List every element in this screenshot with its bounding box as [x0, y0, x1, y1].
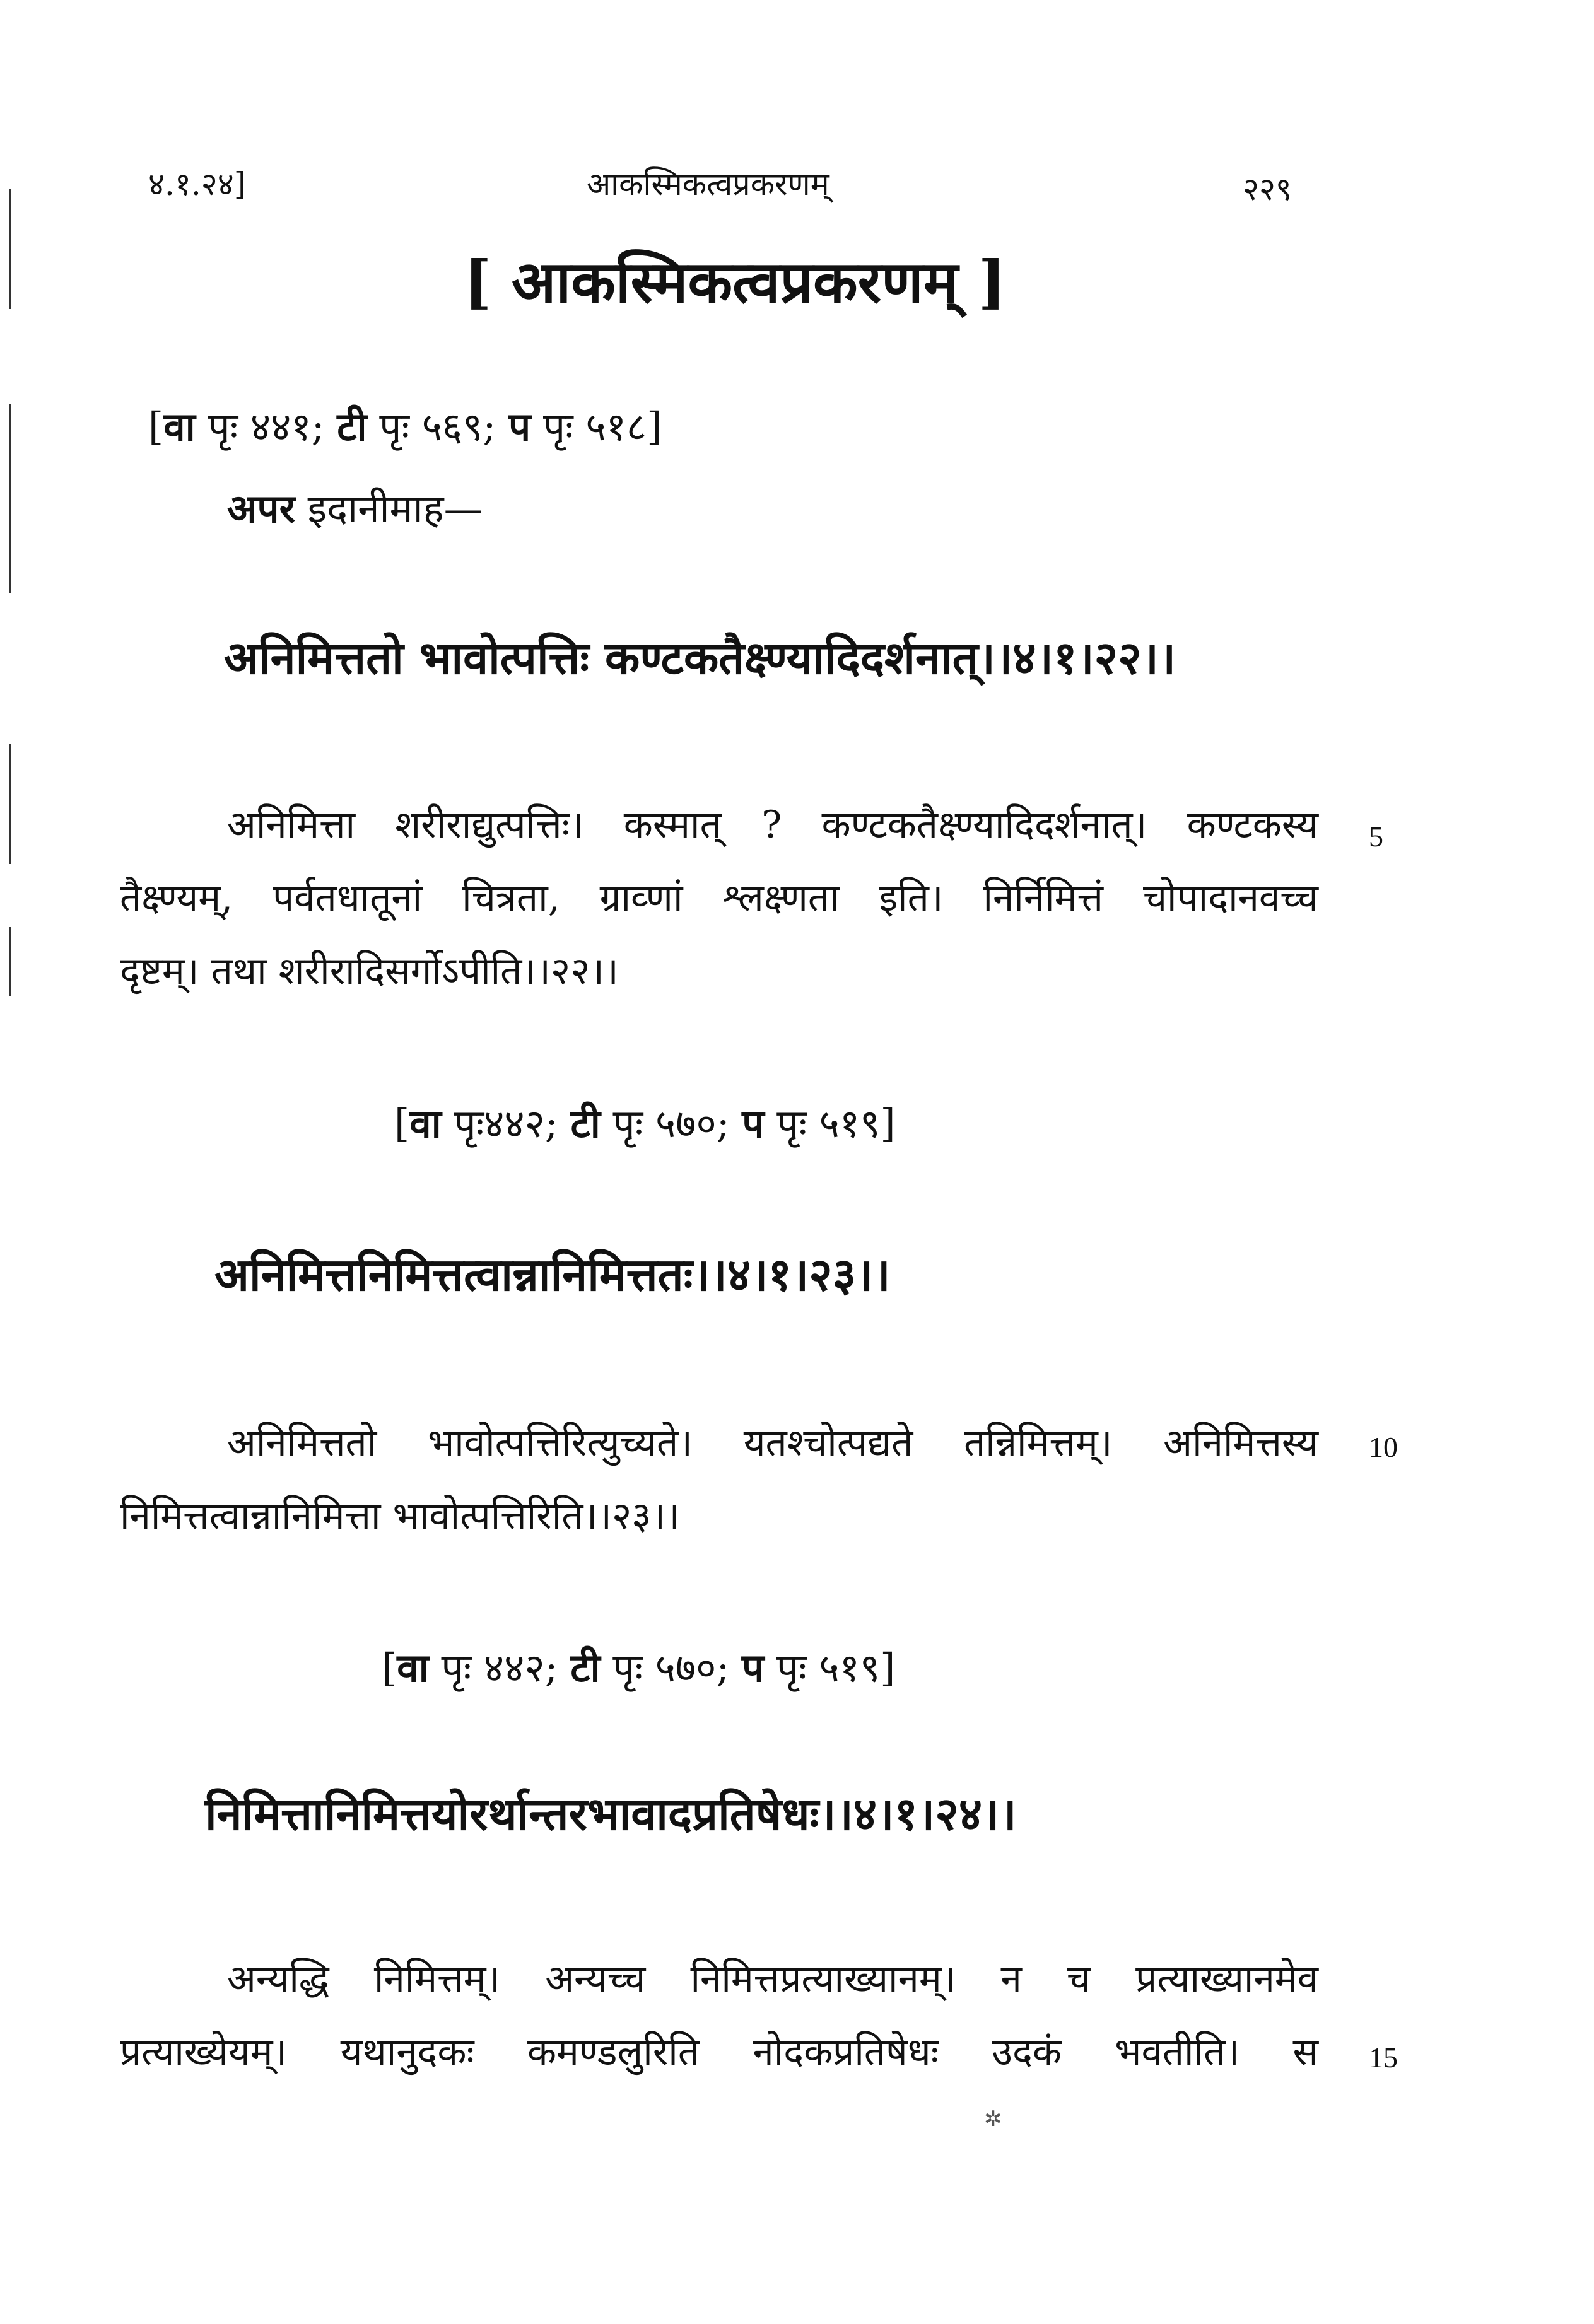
sutra-heading: अनिमित्ततो भावोत्पत्तिः कण्टकतैक्ष्ण्यादिदर्शनात्।।४।१।२२।। [224, 631, 1176, 684]
ref-ti-page: पृः ५७०; [600, 1101, 742, 1147]
ref-ti-page: पृः ५७०; [600, 1645, 742, 1691]
ref-pa-page: पृः ५१९] [764, 1101, 896, 1147]
binding-edge-line [9, 404, 11, 593]
commentary-paragraph [120, 788, 1318, 1008]
header-running-title: आकस्मिकत्वप्रकरणम् [587, 166, 829, 202]
page-reference: [वा पृः४४२; टी पृः ५७०; प पृः ५१९] [394, 1101, 896, 1147]
sutra-heading: निमित्तानिमित्तयोरर्थान्तरभावादप्रतिषेधः।।४।१।२४।। [205, 1787, 1017, 1840]
ref-pa-page: पृः ५१९] [764, 1645, 896, 1691]
ref-ti: टी [337, 404, 367, 450]
ref-pa-page: पृः ५१८] [530, 404, 662, 450]
ref-pa: प [508, 404, 531, 450]
paragraph-line: अन्यद्धि निमित्तम्। अन्यच्च निमित्तप्रत्याख्यानम्। न च प्रत्याख्यानमेव [227, 1957, 1318, 2001]
paragraph-line: प्रत्याख्येयम्। यथानुदकः कमण्डलुरिति नोदकप्रतिषेधः उदकं भवतीति। स [120, 2030, 1318, 2074]
ref-pa: प [742, 1645, 765, 1691]
ref-ti: टी [570, 1101, 601, 1147]
paragraph-line: दृष्टम्। तथा शरीरादिसर्गोऽपीति।।२२।। [120, 949, 619, 993]
paragraph-line: तैक्ष्ण्यम्, पर्वतधातूनां चित्रता, ग्राव्णां श्लक्ष्णता इति। निर्निमित्तं चोपादानवच्च [120, 876, 1318, 920]
line-number: 15 [1369, 2041, 1398, 2074]
binding-edge-line [9, 744, 11, 864]
page-reference: [वा पृः ४४२; टी पृः ५७०; प पृः ५१९] [382, 1645, 896, 1691]
binding-edge-line [9, 927, 11, 996]
ref-wa: वा [163, 404, 196, 450]
page-number: २२९ [1243, 171, 1292, 207]
intro-bold: अपर [227, 486, 295, 532]
ref-wa-page: पृः ४४२; [428, 1645, 571, 1691]
commentary-paragraph [120, 1406, 1318, 1553]
commentary-paragraph [120, 1942, 1318, 2089]
paragraph-line: अनिमित्ता शरीराद्युत्पत्तिः। कस्मात् ? कण्टकतैक्ष्ण्यादिदर्शनात्। कण्टकस्य [227, 803, 1318, 847]
ref-ti: टी [570, 1645, 601, 1691]
sutra-heading: अनिमित्तनिमित्तत्वान्नानिमित्ततः।।४।१।२३।। [214, 1247, 891, 1301]
ref-wa: वा [397, 1645, 429, 1691]
intro-line [227, 486, 483, 532]
ref-wa-page: पृः ४४१; [195, 404, 337, 450]
ref-wa-page: पृः४४२; [441, 1101, 571, 1147]
paragraph-line: अनिमित्ततो भावोत्पत्तिरित्युच्यते। यतश्चोत्पद्यते तन्निमित्तम्। अनिमित्तस्य [227, 1421, 1318, 1465]
header-section-ref: ४.१.२४] [148, 166, 247, 202]
ref-pa: प [742, 1101, 765, 1147]
line-number: 5 [1369, 820, 1383, 853]
intro-rest: इदानीमाह— [295, 486, 483, 532]
page-reference: [वा पृः ४४१; टी पृः ५६९; प पृः ५१८] [148, 404, 662, 450]
paragraph-line: निमित्तत्वान्नानिमित्ता भावोत्पत्तिरिति।।२३।। [120, 1494, 680, 1538]
ink-smudge-mark: ✲ [984, 2106, 1002, 2132]
line-number: 10 [1369, 1431, 1398, 1463]
ref-wa: वा [409, 1101, 442, 1147]
section-title: [ आकस्मिकत्वप्रकरणम् ] [464, 248, 1006, 316]
ref-ti-page: पृः ५६९; [366, 404, 509, 450]
